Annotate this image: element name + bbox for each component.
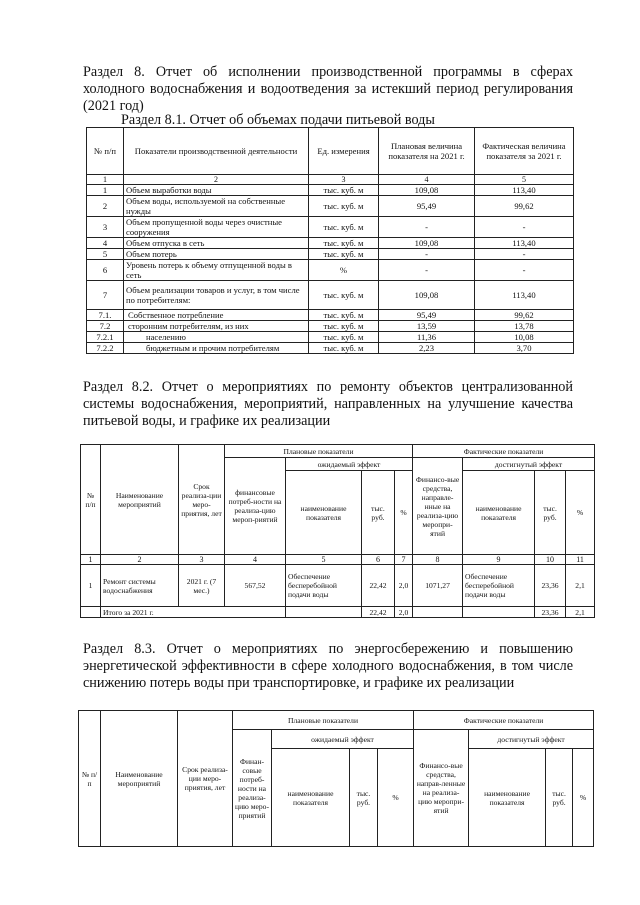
repair-measures-table bbox=[80, 444, 595, 618]
section-8-3-heading: Раздел 8.3. Отчет о мероприятиях по энергосбережению и повышению энергетической эффективности в сфере холодного водоснабжения, в том числе снижению потерь воды при транспортировке, и графике их реализации bbox=[83, 641, 573, 691]
table-row bbox=[87, 281, 574, 310]
col-num: 9 bbox=[463, 555, 535, 565]
row-name: сторонним потребителям, из них bbox=[124, 321, 309, 332]
row-plan: - bbox=[379, 217, 475, 238]
table-row bbox=[87, 310, 574, 321]
row-name: Объем выработки воды bbox=[124, 185, 309, 196]
header-term: Срок реализа-ции меро-приятия, лет bbox=[179, 445, 225, 555]
col-num: 2 bbox=[124, 175, 309, 185]
header-plan: Плановая величина показателя на 2021 г. bbox=[379, 128, 475, 175]
row-fact: - bbox=[475, 249, 574, 260]
row-unit: тыс. куб. м bbox=[309, 185, 379, 196]
row-fin-fact: 1071,27 bbox=[413, 565, 463, 607]
header-name: Наименование мероприятий bbox=[101, 445, 179, 555]
row-plan: 109,08 bbox=[379, 281, 475, 310]
row-unit: тыс. куб. м bbox=[309, 217, 379, 238]
row-exp-name: Обеспечение бесперебойной подачи воды bbox=[286, 565, 362, 607]
total-ach-thous: 23,36 bbox=[535, 607, 566, 618]
row-unit: % bbox=[309, 260, 379, 281]
total-row bbox=[81, 607, 595, 618]
table-row bbox=[87, 332, 574, 343]
row-name: Объем воды, используемой на собственные нужды bbox=[124, 196, 309, 217]
header-unit: Ед. измерения bbox=[309, 128, 379, 175]
row-fin-plan: 567,52 bbox=[225, 565, 286, 607]
row-num: 6 bbox=[87, 260, 124, 281]
row-fact: - bbox=[475, 217, 574, 238]
header-ind-name: наименование показателя bbox=[286, 471, 362, 555]
water-supply-table bbox=[86, 127, 574, 354]
col-num: 6 bbox=[362, 555, 395, 565]
total-exp-thous: 22,42 bbox=[362, 607, 395, 618]
col-num: 1 bbox=[81, 555, 101, 565]
row-name: Объем потерь bbox=[124, 249, 309, 260]
table-header-row bbox=[87, 128, 574, 175]
header-indicator: Показатели производственной деятельности bbox=[124, 128, 309, 175]
header-num: № п/п bbox=[81, 445, 101, 555]
row-unit: тыс. куб. м bbox=[309, 321, 379, 332]
col-num: 8 bbox=[413, 555, 463, 565]
energy-measures-table bbox=[78, 710, 594, 847]
row-num: 1 bbox=[81, 565, 101, 607]
row-num: 3 bbox=[87, 217, 124, 238]
row-ach-pct: 2,1 bbox=[566, 565, 595, 607]
header-ind-name: наименование показателя bbox=[469, 749, 546, 847]
header-planned: Плановые показатели bbox=[225, 445, 413, 458]
header-thous: тыс. руб. bbox=[535, 471, 566, 555]
section-8-heading: Раздел 8. Отчет об исполнении производственной программы в сферах холодного водоснабжения и водоотведения за истекший период регулирования (2021 год) bbox=[83, 64, 573, 114]
row-unit: тыс. куб. м bbox=[309, 238, 379, 249]
row-num: 7 bbox=[87, 281, 124, 310]
total-exp-pct: 2,0 bbox=[395, 607, 413, 618]
row-unit: тыс. куб. м bbox=[309, 281, 379, 310]
table-row bbox=[87, 185, 574, 196]
col-num: 2 bbox=[101, 555, 179, 565]
table-row bbox=[87, 196, 574, 217]
table-row bbox=[87, 217, 574, 238]
row-fact: 3,70 bbox=[475, 343, 574, 354]
row-name: Объем реализации товаров и услуг, в том числе по потребителям: bbox=[124, 281, 309, 310]
header-num: № п/п bbox=[79, 711, 101, 847]
table-row bbox=[87, 343, 574, 354]
header-fin-fact: Финансо-вые средства, направ-ленные на реализа-цию меропри-ятий bbox=[414, 730, 469, 847]
col-num: 1 bbox=[87, 175, 124, 185]
row-exp-thous: 22,42 bbox=[362, 565, 395, 607]
header-achieved: достигнутый эффект bbox=[469, 730, 594, 749]
row-fact: 99,62 bbox=[475, 310, 574, 321]
row-unit: тыс. куб. м bbox=[309, 196, 379, 217]
row-num: 7.2.2 bbox=[87, 343, 124, 354]
col-num: 7 bbox=[395, 555, 413, 565]
row-fact: - bbox=[475, 260, 574, 281]
header-ind-name: наименование показателя bbox=[463, 471, 535, 555]
row-num: 7.2 bbox=[87, 321, 124, 332]
row-ach-name: Обеспечение бесперебойной подачи воды bbox=[463, 565, 535, 607]
header-fact: Фактическая величина показателя за 2021 г. bbox=[475, 128, 574, 175]
header-pct: % bbox=[573, 749, 594, 847]
header-fin-plan: финансовые потреб-ности на реализа-цию мероп-риятий bbox=[225, 458, 286, 555]
row-fact: 99,62 bbox=[475, 196, 574, 217]
table-row bbox=[87, 249, 574, 260]
header-actual: Фактические показатели bbox=[413, 445, 595, 458]
row-plan: 95,49 bbox=[379, 196, 475, 217]
section-8-1-heading: Раздел 8.1. Отчет об объемах подачи питьевой воды bbox=[121, 112, 435, 128]
header-expected: ожидаемый эффект bbox=[272, 730, 414, 749]
row-unit: тыс. куб. м bbox=[309, 310, 379, 321]
table-row bbox=[87, 260, 574, 281]
header-planned: Плановые показатели bbox=[233, 711, 414, 730]
header-pct: % bbox=[566, 471, 595, 555]
table-row bbox=[87, 321, 574, 332]
header-thous: тыс. руб. bbox=[350, 749, 378, 847]
row-plan: 109,08 bbox=[379, 238, 475, 249]
row-fact: 113,40 bbox=[475, 281, 574, 310]
row-name: Уровень потерь к объему отпущенной воды в сеть bbox=[124, 260, 309, 281]
col-num: 11 bbox=[566, 555, 595, 565]
row-num: 7.2.1 bbox=[87, 332, 124, 343]
header-fin-fact: Финансо-вые средства, направле-нные на реализа-цию меропри-ятий bbox=[413, 458, 463, 555]
row-unit: тыс. куб. м bbox=[309, 249, 379, 260]
row-plan: 13,59 bbox=[379, 321, 475, 332]
row-num: 5 bbox=[87, 249, 124, 260]
header-ind-name: наименование показателя bbox=[272, 749, 350, 847]
row-name: Ремонт системы водоснабжения bbox=[101, 565, 179, 607]
total-label: Итого за 2021 г. bbox=[101, 607, 286, 618]
col-num: 3 bbox=[179, 555, 225, 565]
row-exp-pct: 2,0 bbox=[395, 565, 413, 607]
column-number-row bbox=[87, 175, 574, 185]
row-plan: 109,08 bbox=[379, 185, 475, 196]
row-num: 2 bbox=[87, 196, 124, 217]
header-achieved: достигнутый эффект bbox=[463, 458, 595, 471]
row-plan: 2,23 bbox=[379, 343, 475, 354]
row-name: Собственное потребление bbox=[124, 310, 309, 321]
row-name: населению bbox=[124, 332, 309, 343]
header-actual: Фактические показатели bbox=[414, 711, 594, 730]
col-num: 10 bbox=[535, 555, 566, 565]
row-plan: - bbox=[379, 249, 475, 260]
table-row bbox=[81, 565, 595, 607]
header-thous: тыс. руб. bbox=[546, 749, 573, 847]
row-name: Объем отпуска в сеть bbox=[124, 238, 309, 249]
row-term: 2021 г. (7 мес.) bbox=[179, 565, 225, 607]
row-name: бюджетным и прочим потребителям bbox=[124, 343, 309, 354]
header-name: Наименование мероприятий bbox=[101, 711, 178, 847]
row-name: Объем пропущенной воды через очистные сооружения bbox=[124, 217, 309, 238]
col-num: 4 bbox=[225, 555, 286, 565]
header-pct: % bbox=[395, 471, 413, 555]
column-number-row bbox=[81, 555, 595, 565]
header-num: № п/п bbox=[87, 128, 124, 175]
col-num: 5 bbox=[286, 555, 362, 565]
section-8-2-heading: Раздел 8.2. Отчет о мероприятиях по ремонту объектов централизованной системы водоснабжения, мероприятий, направленных на улучшение качества питьевой воды, и графике их реализации bbox=[83, 379, 573, 429]
row-plan: 11,36 bbox=[379, 332, 475, 343]
header-term: Срок реализа-ции меро-приятия, лет bbox=[178, 711, 233, 847]
row-plan: 95,49 bbox=[379, 310, 475, 321]
total-ach-pct: 2,1 bbox=[566, 607, 595, 618]
row-fact: 113,40 bbox=[475, 238, 574, 249]
row-fact: 10,08 bbox=[475, 332, 574, 343]
header-expected: ожидаемый эффект bbox=[286, 458, 413, 471]
row-num: 7.1. bbox=[87, 310, 124, 321]
row-num: 1 bbox=[87, 185, 124, 196]
header-pct: % bbox=[378, 749, 414, 847]
row-unit: тыс. куб. м bbox=[309, 343, 379, 354]
row-ach-thous: 23,36 bbox=[535, 565, 566, 607]
header-fin-plan: Финан-совые потреб-ности на реализа-цию меро-приятий bbox=[233, 730, 272, 847]
row-plan: - bbox=[379, 260, 475, 281]
col-num: 5 bbox=[475, 175, 574, 185]
row-unit: тыс. куб. м bbox=[309, 332, 379, 343]
row-fact: 13,78 bbox=[475, 321, 574, 332]
col-num: 4 bbox=[379, 175, 475, 185]
col-num: 3 bbox=[309, 175, 379, 185]
row-num: 4 bbox=[87, 238, 124, 249]
header-thous: тыс. руб. bbox=[362, 471, 395, 555]
row-fact: 113,40 bbox=[475, 185, 574, 196]
table-row bbox=[87, 238, 574, 249]
